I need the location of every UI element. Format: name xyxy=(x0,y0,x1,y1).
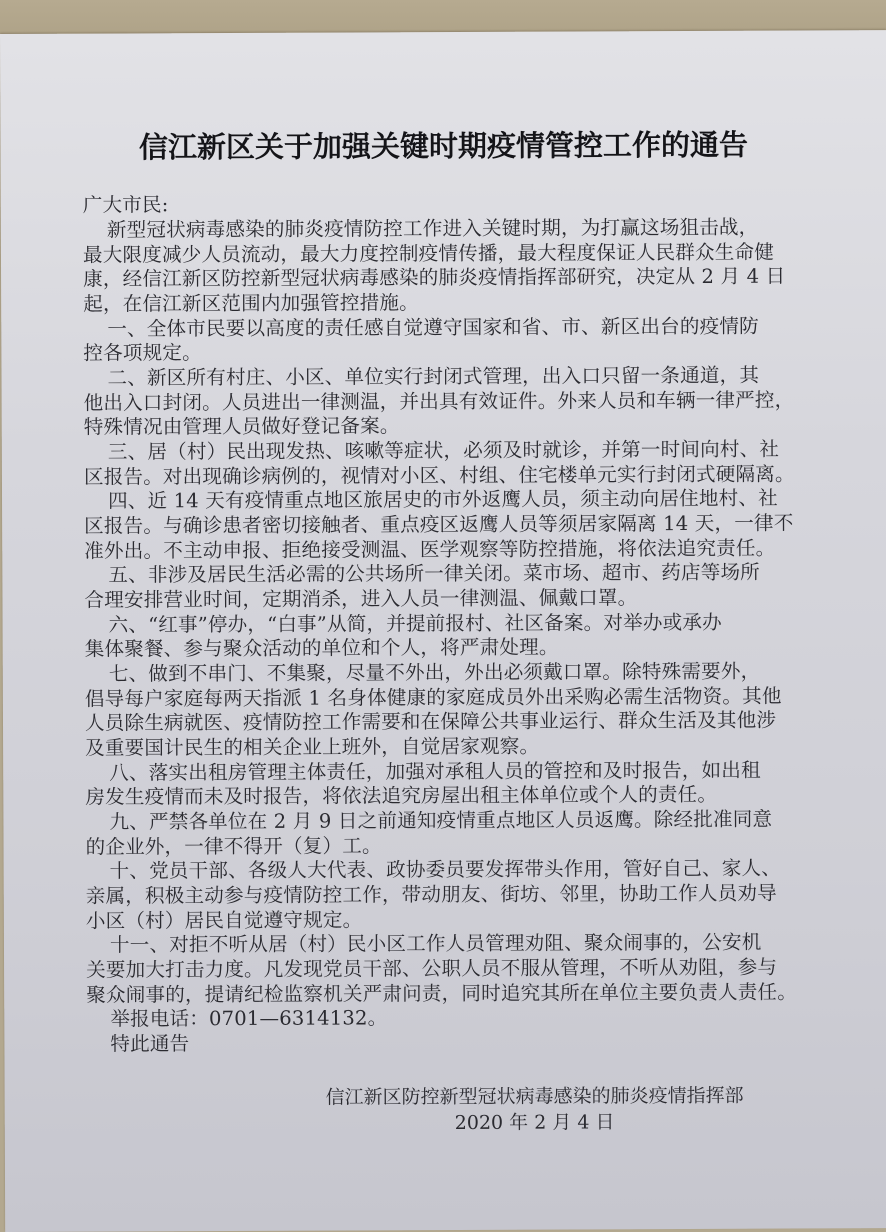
notice-paper xyxy=(0,30,886,1232)
paragraph-line: 区报告。对出现确诊病例的，视情对小区、村组、住宅楼单元实行封闭式硬隔离。 xyxy=(83,462,795,489)
paragraph-line: 八、落实出租房管理主体责任，加强对承租人员的管控和及时报告，如出租 xyxy=(109,758,761,785)
paragraph-line: 十一、对拒不听从居（村）民小区工作人员管理劝阻、聚众闹事的，公安机 xyxy=(109,930,762,957)
paragraph-line: 合理安排营业时间，定期消杀，进入人员一律测温、佩戴口罩。 xyxy=(84,586,638,612)
paragraph-line: 康，经信江新区防控新型冠状病毒感染的肺炎疫情指挥部研究，决定从 2 月 4 日 xyxy=(83,264,786,291)
paragraph-line: 他出入口封闭。人员进出一律测温，并出具有效证件。外来人员和车辆一律严控， xyxy=(83,388,795,415)
issuer-signature: 信江新区防控新型冠状病毒感染的肺炎疫情指挥部 xyxy=(325,1084,744,1109)
paragraph-line: 小区（村）居民自觉遵守规定。 xyxy=(85,908,363,933)
paragraph-line: 人员除生病就医、疫情防控工作需要和在保障公共事业运行、群众生活及其他涉 xyxy=(84,708,777,735)
paragraph-line: 特殊情况由管理人员做好登记备案。 xyxy=(83,414,400,439)
paragraph-line: 起，在信江新区范围内加强管控措施。 xyxy=(83,291,419,316)
issue-date: 2020 年 2 月 4 日 xyxy=(454,1111,615,1135)
paragraph-line: 关要加大打击力度。凡发现党员干部、公职人员不服从管理，不听从劝阻，参与 xyxy=(86,955,778,982)
paragraph-line: 的企业外，一律不得开（复）工。 xyxy=(85,834,382,859)
paragraph-line: 房发生疫情而未及时报告，将依法追究房屋出租主体单位或个人的责任。 xyxy=(85,782,718,809)
paragraph-line: 最大限度减少人员流动，最大力度控制疫情传播，最大程度保证人民群众生命健 xyxy=(82,240,775,267)
closing-statement: 特此通告 xyxy=(110,1032,190,1056)
paragraph-line: 亲属，积极主动参与疫情防控工作，带动朋友、街坊、邻里，协助工作人员劝导 xyxy=(85,881,777,908)
paragraph-line: 控各项规定。 xyxy=(83,341,202,365)
paragraph-line: 二、新区所有村庄、小区、单位实行封闭式管理，出入口只留一条通道，其 xyxy=(107,363,760,390)
document-title: 信江新区关于加强关键时期疫情管控工作的通告 xyxy=(138,127,749,165)
hotline: 举报电话：0701—6314132。 xyxy=(110,1006,388,1031)
paragraph-line: 七、做到不串门、不集聚，尽量不外出，外出必须戴口罩。除特殊需要外， xyxy=(108,659,761,686)
paragraph-line: 六、“红事”停办，“白事”从简，并提前报村、社区备案。对举办或承办 xyxy=(108,610,722,637)
paragraph-line: 准外出。不主动申报、拒绝接受测温、医学观察等防控措施，将依法追究责任。 xyxy=(84,536,776,563)
paragraph-line: 四、近 14 天有疫情重点地区旅居史的市外返鹰人员，须主动向居住地村、社 xyxy=(107,486,778,513)
paragraph-line: 九、严禁各单位在 2 月 9 日之前通知疫情重点地区人员返鹰。除经批准同意 xyxy=(109,807,773,834)
paragraph-line: 聚众闹事的，提请纪检监察机关严肃问责，同时追究其所在单位主要负责人责任。 xyxy=(86,980,798,1007)
paragraph-line: 区报告。与确诊患者密切接触者、重点疫区返鹰人员等须居家隔离 14 天，一律不 xyxy=(84,511,794,538)
paragraph-line: 倡导每户家庭每两天指派 1 名身体健康的家庭成员外出采购必需生活物资。其他 xyxy=(84,684,782,711)
paragraph-line: 集体聚餐、参与聚众活动的单位和个人，将严肃处理。 xyxy=(84,635,559,661)
paragraph-line: 三、居（村）民出现发热、咳嗽等症状，必须及时就诊，并第一时间向村、社 xyxy=(107,437,780,464)
paragraph-line: 五、非涉及居民生活必需的公共场所一律关闭。菜市场、超市、药店等场所 xyxy=(108,560,760,587)
paragraph-line: 一、全体市民要以高度的责任感自觉遵守国家和省、市、新区出台的疫情防 xyxy=(107,314,759,341)
paragraph-line: 新型冠状病毒感染的肺炎疫情防控工作进入关键时期，为打赢这场狙击战， xyxy=(106,215,759,242)
paragraph-line: 及重要国计民生的相关企业上班外，自觉居家观察。 xyxy=(85,734,540,760)
paragraph-line: 十、党员干部、各级人大代表、政协委员要发挥带头作用，管好自己、家人、 xyxy=(109,856,781,883)
salutation: 广大市民: xyxy=(82,193,169,217)
